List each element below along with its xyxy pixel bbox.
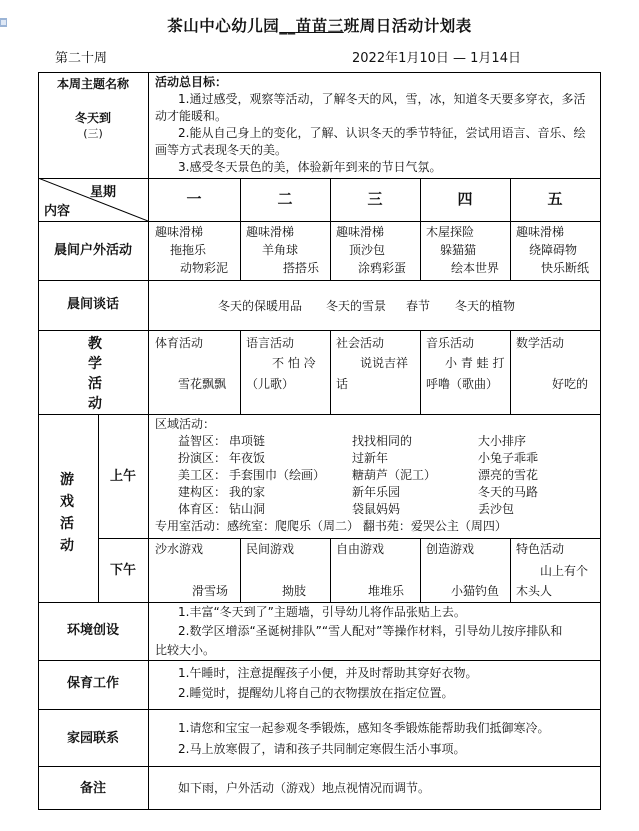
goal-line: 2.能从自己身上的变化，了解、认识冬天的季节特征，尝试用语言、音乐、绘 (178, 126, 586, 140)
outdoor-activity: 搭搭乐 (283, 261, 320, 275)
area-item: 糖葫芦（泥工） (352, 468, 437, 482)
theme-name: 冬天到 (74, 111, 111, 125)
goal-line: 画等方式表现冬天的美。 (155, 143, 288, 157)
area-name: 体育区： (178, 502, 227, 516)
outdoor-activity: 涂鸦彩蛋 (358, 261, 407, 275)
goal-line: 1.通过感受，观察等活动，了解冬天的风，雪，冰，知道冬天要多穿衣，多活 (178, 92, 586, 106)
area-item: 串项链 (229, 434, 266, 448)
area-name: 益智区： (178, 434, 227, 448)
outdoor-activity: 绘本世界 (451, 261, 500, 275)
area-item: 我的家 (229, 485, 266, 499)
outdoor-label: 晨间户外活动 (53, 243, 132, 258)
pm-game-type: 民间游戏 (246, 542, 295, 556)
area-item: 袋鼠妈妈 (352, 502, 401, 516)
care-line: 1.午睡时，注意提醒孩子小便，并及时帮助其穿好衣物。 (178, 666, 478, 680)
title-class-name: 苗苗三 (295, 17, 344, 35)
outdoor-activity: 动物彩泥 (180, 261, 229, 275)
teaching-subject: 语言活动 (246, 336, 295, 350)
day-header-mon: 一 (186, 190, 202, 208)
outdoor-activity: 趣味滑梯 (246, 225, 295, 239)
outdoor-activity: 羊角球 (262, 243, 299, 257)
teaching-subject: 社会活动 (336, 336, 385, 350)
title-suffix: 班周日活动计划表 (343, 17, 472, 35)
area-item: 大小排序 (478, 434, 527, 448)
area-item: 丢沙包 (478, 502, 515, 516)
outdoor-activity: 趣味滑梯 (516, 225, 565, 239)
pm-game-name: 木头人 (516, 584, 553, 598)
pm-game-type: 特色活动 (516, 542, 565, 556)
environment-line: 比较大小。 (155, 643, 216, 657)
area-item: 找找相同的 (352, 434, 413, 448)
teaching-subject: 体育活动 (155, 336, 204, 350)
teaching-title: 话 (336, 377, 349, 391)
date-range: 2022年1月10日 — 1月14日 (352, 51, 521, 66)
goal-line: 3.感受冬天景色的美，体验新年到来的节日气氛。 (178, 160, 442, 174)
games-label-char: 游 (60, 472, 74, 488)
area-item: 新年乐园 (352, 485, 401, 499)
teaching-title: 小 青 蛙 打 (445, 356, 505, 370)
page-title (0, 14, 639, 36)
day-header-tue: 二 (277, 190, 293, 208)
teaching-title: （儿歌） (246, 377, 295, 391)
area-item: 漂亮的雪花 (478, 468, 539, 482)
talk-topic: 冬天的雪景 (326, 299, 387, 313)
pm-game-name: 滑雪场 (192, 584, 229, 598)
environment-label: 环境创设 (66, 623, 119, 638)
teaching-label-char: 教 (88, 336, 102, 352)
area-item: 过新年 (352, 451, 389, 465)
talk-topic: 冬天的植物 (455, 299, 516, 313)
area-name: 建构区： (178, 485, 227, 499)
talk-topic: 冬天的保暖用品 (218, 299, 303, 313)
teaching-label-char: 学 (88, 356, 102, 372)
pm-game-name: 拗肢 (282, 584, 307, 598)
teaching-subject: 数学活动 (516, 336, 565, 350)
outdoor-activity: 躲猫猫 (440, 243, 477, 257)
day-header-thu: 四 (457, 190, 473, 208)
teaching-subject: 音乐活动 (426, 336, 475, 350)
day-header-wed: 三 (367, 190, 383, 208)
title-school: 茶山中心幼儿园 (167, 17, 280, 35)
area-item: 手套围巾（绘画） (229, 468, 326, 482)
games-label-char: 动 (60, 538, 74, 554)
pm-game-name: 山上有个 (540, 564, 589, 578)
games-am-label: 上午 (109, 469, 136, 484)
pm-game-name: 堆堆乐 (368, 584, 405, 598)
pm-game-type: 沙水游戏 (155, 542, 204, 556)
teaching-title: 雪花飘飘 (178, 377, 227, 391)
outdoor-activity: 趣味滑梯 (155, 225, 204, 239)
teaching-title: 不 怕 冷 (272, 356, 316, 370)
notes-label: 备注 (79, 781, 106, 796)
environment-line: 1.丰富“冬天到了”主题墙，引导幼儿将作品张贴上去。 (178, 605, 466, 619)
pm-game-type: 自由游戏 (336, 542, 385, 556)
home-label: 家园联系 (66, 731, 119, 746)
pm-game-name: 小猫钓鱼 (451, 584, 500, 598)
corner-content: 内容 (44, 204, 71, 219)
week-label: 第二十周 (55, 51, 108, 66)
teaching-label-char: 动 (88, 396, 102, 412)
outdoor-activity: 快乐断纸 (541, 261, 590, 275)
theme-label: 本周主题名称 (56, 77, 129, 91)
title-blank: __ (279, 17, 296, 35)
outdoor-activity: 木屋探险 (426, 225, 475, 239)
teaching-title: 呼噜（歌曲） (426, 377, 499, 391)
area-name: 扮演区： (178, 451, 227, 465)
goals-label: 活动总目标： (155, 75, 228, 89)
games-pm-label: 下午 (109, 563, 136, 578)
home-line: 2.马上放寒假了，请和孩子共同制定寒假生活小事项。 (178, 742, 466, 756)
outdoor-activity: 绕障碍物 (529, 243, 578, 257)
area-item: 钻山洞 (229, 502, 266, 516)
talk-topic: 春节 (406, 299, 431, 313)
outdoor-activity: 拖拖乐 (170, 243, 207, 257)
care-label: 保育工作 (66, 676, 119, 691)
area-item: 年夜饭 (229, 451, 266, 465)
pm-game-type: 创造游戏 (426, 542, 475, 556)
goal-line: 动才能暖和。 (155, 109, 228, 123)
environment-line: 2.数学区增添“圣诞树排队”“雪人配对”等操作材料，引导幼儿按序排队和 (178, 624, 563, 638)
outdoor-activity: 顶沙包 (349, 243, 386, 257)
corner-weekday: 星期 (90, 185, 117, 200)
outdoor-activity: 趣味滑梯 (336, 225, 385, 239)
special-room-activities: 专用室活动：感统室：爬爬乐（周二） 翻书苑：爱哭公主（周四） (155, 519, 507, 533)
area-title: 区域活动： (155, 417, 216, 431)
games-label-char: 戏 (60, 494, 74, 510)
teaching-title: 好吃的 (552, 377, 589, 391)
day-header-fri: 五 (547, 190, 563, 208)
games-label-char: 活 (60, 516, 74, 532)
area-item: 小兔子乖乖 (478, 451, 539, 465)
area-name: 美工区： (178, 468, 227, 482)
notes-text: 如下雨，户外活动（游戏）地点视情况而调节。 (178, 781, 431, 795)
home-line: 1.请您和宝宝一起参观冬季锻炼，感知冬季锻炼能帮助我们抵御寒冷。 (178, 721, 550, 735)
area-item: 冬天的马路 (478, 485, 539, 499)
teaching-label-char: 活 (88, 376, 102, 392)
talk-label: 晨间谈话 (66, 297, 119, 312)
theme-sub: (三) (83, 127, 103, 140)
teaching-title: 说说吉祥 (360, 356, 409, 370)
care-line: 2.睡觉时，提醒幼儿将自己的衣物摆放在指定位置。 (178, 686, 454, 700)
